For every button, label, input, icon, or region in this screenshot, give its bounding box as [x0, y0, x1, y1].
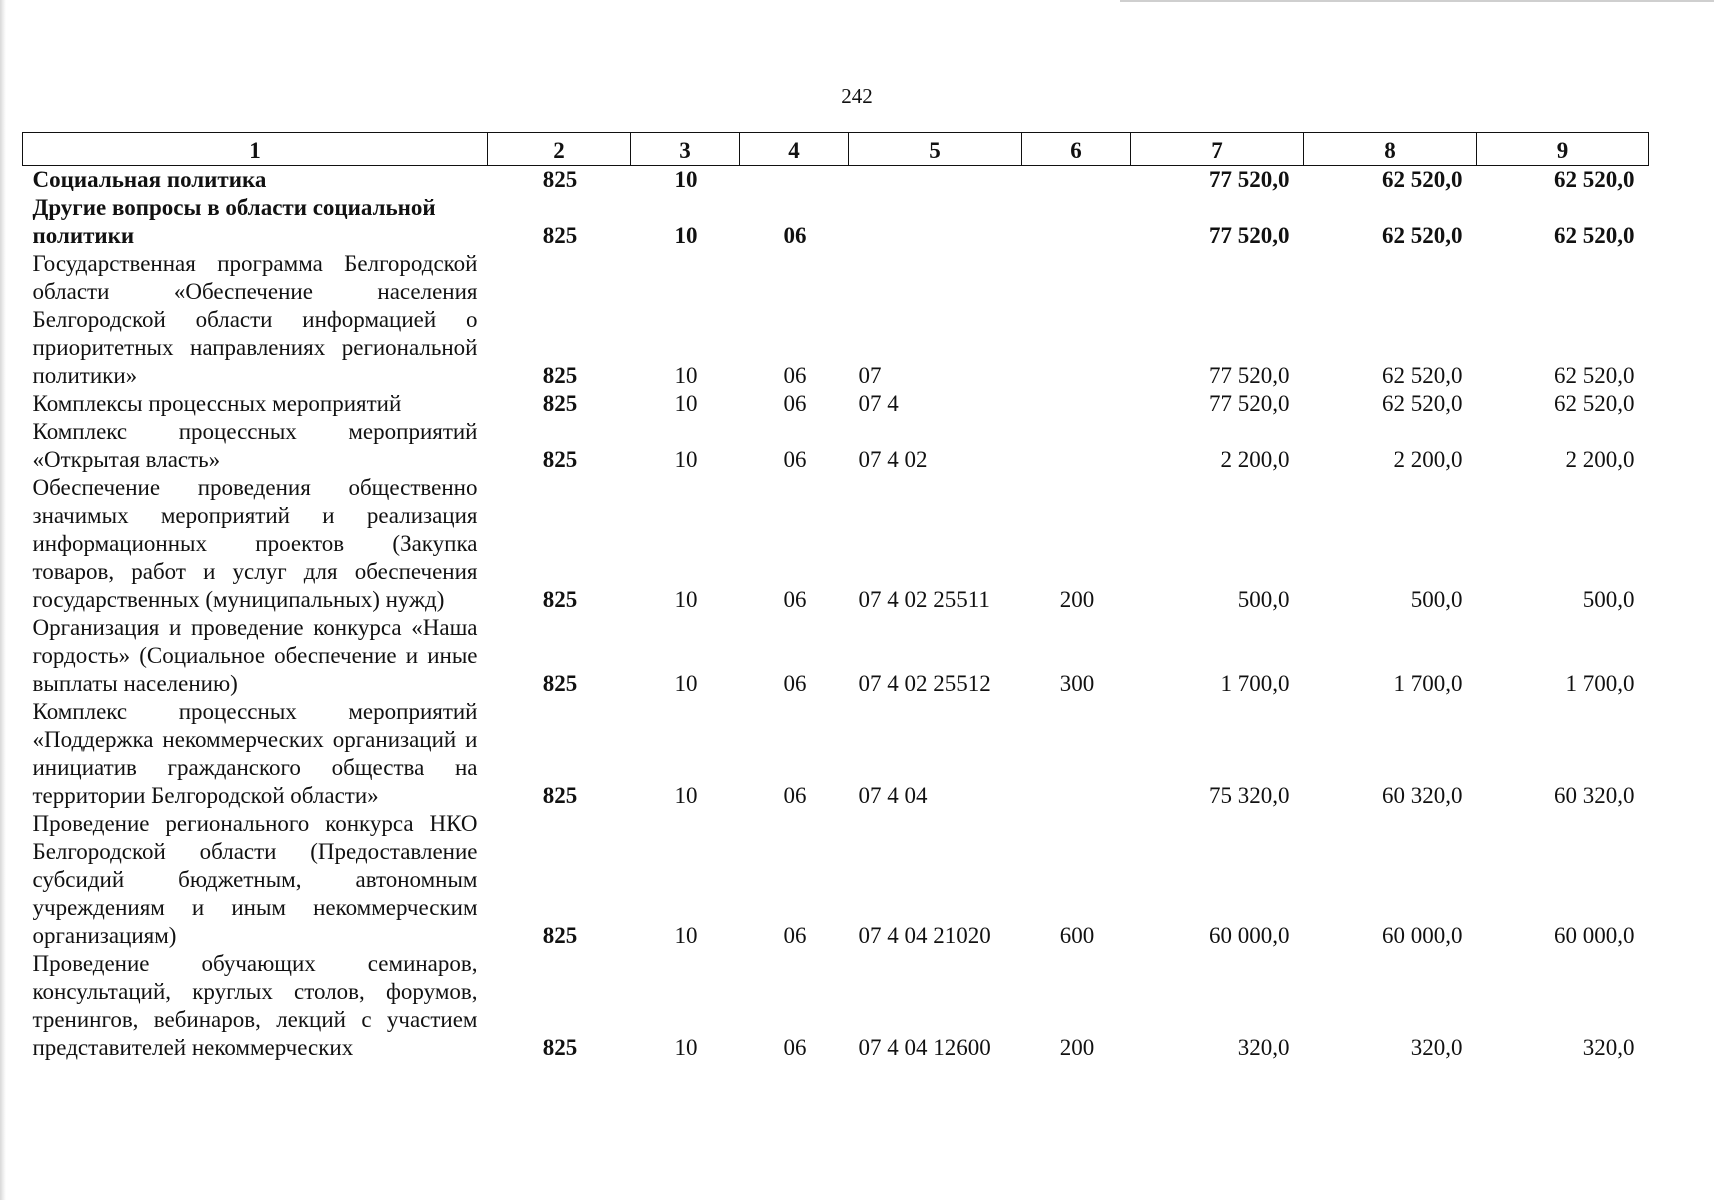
admin-code: 825 [542, 923, 578, 948]
amount-year-1: 1 700,0 [1220, 671, 1290, 696]
section-code: 10 [674, 1035, 698, 1060]
table-row [23, 950, 1649, 1062]
row-name: Комплексы процессных мероприятий [32, 391, 402, 416]
expense-type [1022, 194, 1131, 250]
admin-code: 825 [542, 223, 578, 248]
amount-year-1: 77 520,0 [1209, 167, 1290, 192]
amount-year-2: 62 520,0 [1382, 223, 1463, 248]
amount-year-2: 500,0 [1410, 587, 1463, 612]
row-name: Комплекс процессных мероприятий «Открытая власть» [32, 419, 478, 472]
scan-top-line [1120, 0, 1714, 2]
section-code: 10 [674, 671, 698, 696]
page-number: 242 [841, 84, 873, 108]
col-header-9: 9 [1477, 133, 1649, 166]
amount-year-2: 62 520,0 [1382, 363, 1463, 388]
col-header-4: 4 [740, 133, 849, 166]
subsection-code: 06 [783, 391, 807, 416]
target-article: 07 4 [858, 391, 899, 416]
col-header-8: 8 [1304, 133, 1477, 166]
amount-year-1: 77 520,0 [1209, 363, 1290, 388]
section-code: 10 [674, 223, 698, 248]
admin-code: 825 [542, 783, 578, 808]
col-header-6: 6 [1022, 133, 1131, 166]
expense-type [1022, 418, 1131, 474]
section-code: 10 [674, 587, 698, 612]
target-article: 07 4 02 25512 [858, 671, 991, 696]
table-row [23, 474, 1649, 614]
scan-edge [0, 0, 6, 1200]
target-article: 07 4 02 25511 [858, 587, 990, 612]
amount-year-3: 62 520,0 [1554, 363, 1635, 388]
table-body [23, 166, 1649, 1063]
expense-type: 600 [1059, 923, 1095, 948]
row-name: Обеспечение проведения общественно значимых мероприятий и реализация информационных проектов (Закупка товаров, работ и услуг для обеспечения государственных (муниципальных) нужд) [32, 475, 478, 612]
admin-code: 825 [542, 447, 578, 472]
amount-year-2: 60 000,0 [1382, 923, 1463, 948]
row-name: Проведение обучающих семинаров, консультаций, круглых столов, форумов, тренингов, вебинаров, лекций с участием представителей некоммерческих [32, 951, 478, 1060]
amount-year-3: 320,0 [1582, 1035, 1635, 1060]
expense-type: 300 [1059, 671, 1095, 696]
subsection-code: 06 [783, 587, 807, 612]
expense-type: 200 [1059, 1035, 1095, 1060]
target-article: 07 4 04 21020 [858, 923, 991, 948]
table-row [23, 418, 1649, 474]
table-row [23, 810, 1649, 950]
amount-year-2: 320,0 [1410, 1035, 1463, 1060]
amount-year-2: 62 520,0 [1382, 167, 1463, 192]
admin-code: 825 [542, 1035, 578, 1060]
amount-year-2: 60 320,0 [1382, 783, 1463, 808]
section-code: 10 [674, 167, 698, 192]
expense-type [1022, 698, 1131, 810]
admin-code: 825 [542, 391, 578, 416]
amount-year-3: 1 700,0 [1565, 671, 1635, 696]
amount-year-3: 62 520,0 [1554, 223, 1635, 248]
amount-year-3: 62 520,0 [1554, 167, 1635, 192]
table-row [23, 250, 1649, 390]
col-header-1: 1 [23, 133, 488, 166]
subsection-code [740, 166, 849, 195]
expense-type [1022, 390, 1131, 418]
amount-year-1: 500,0 [1237, 587, 1290, 612]
amount-year-2: 2 200,0 [1393, 447, 1463, 472]
target-article [849, 194, 1022, 250]
amount-year-1: 77 520,0 [1209, 391, 1290, 416]
admin-code: 825 [542, 167, 578, 192]
subsection-code: 06 [783, 447, 807, 472]
expense-type [1022, 166, 1131, 195]
amount-year-3: 62 520,0 [1554, 391, 1635, 416]
amount-year-3: 500,0 [1582, 587, 1635, 612]
row-name: Организация и проведение конкурса «Наша гордость» (Социальное обеспечение и иные выплаты населению) [32, 615, 478, 696]
amount-year-1: 60 000,0 [1209, 923, 1290, 948]
subsection-code: 06 [783, 1035, 807, 1060]
amount-year-2: 1 700,0 [1393, 671, 1463, 696]
admin-code: 825 [542, 363, 578, 388]
target-article: 07 4 04 [858, 783, 928, 808]
expense-type [1022, 250, 1131, 390]
target-article: 07 4 02 [858, 447, 928, 472]
col-header-2: 2 [488, 133, 631, 166]
expense-type: 200 [1059, 587, 1095, 612]
header-row [23, 133, 1649, 166]
amount-year-1: 320,0 [1237, 1035, 1290, 1060]
section-code: 10 [674, 923, 698, 948]
amount-year-1: 2 200,0 [1220, 447, 1290, 472]
col-header-7: 7 [1131, 133, 1304, 166]
amount-year-2: 62 520,0 [1382, 391, 1463, 416]
subsection-code: 06 [783, 783, 807, 808]
subsection-code: 06 [783, 363, 807, 388]
amount-year-3: 60 000,0 [1554, 923, 1635, 948]
col-header-3: 3 [631, 133, 740, 166]
admin-code: 825 [542, 671, 578, 696]
table-row [23, 614, 1649, 698]
amount-year-1: 75 320,0 [1209, 783, 1290, 808]
col-header-5: 5 [849, 133, 1022, 166]
target-article: 07 [858, 363, 882, 388]
row-name: Проведение регионального конкурса НКО Белгородской области (Предоставление субсидий бюджетным, автономным учреждениям и иным некоммерческим организациям) [32, 811, 478, 948]
target-article: 07 4 04 12600 [858, 1035, 991, 1060]
section-code: 10 [674, 363, 698, 388]
amount-year-3: 2 200,0 [1565, 447, 1635, 472]
subsection-code: 06 [783, 923, 807, 948]
admin-code: 825 [542, 587, 578, 612]
table-row [23, 390, 1649, 418]
row-name: Государственная программа Белгородской области «Обеспечение населения Белгородской области информацией о приоритетных направлениях региональной политики» [32, 251, 478, 388]
row-name: Другие вопросы в области социальной политики [32, 195, 436, 248]
section-code: 10 [674, 391, 698, 416]
amount-year-3: 60 320,0 [1554, 783, 1635, 808]
subsection-code: 06 [783, 671, 807, 696]
amount-year-1: 77 520,0 [1209, 223, 1290, 248]
table-row [23, 166, 1649, 195]
section-code: 10 [674, 447, 698, 472]
row-name: Социальная политика [32, 167, 267, 192]
target-article [849, 166, 1022, 195]
budget-table [22, 132, 1649, 1062]
section-code: 10 [674, 783, 698, 808]
table-row [23, 194, 1649, 250]
row-name: Комплекс процессных мероприятий «Поддержка некоммерческих организаций и инициатив гражданского общества на территории Белгородской области» [32, 699, 478, 808]
subsection-code: 06 [783, 223, 807, 248]
table-row [23, 698, 1649, 810]
